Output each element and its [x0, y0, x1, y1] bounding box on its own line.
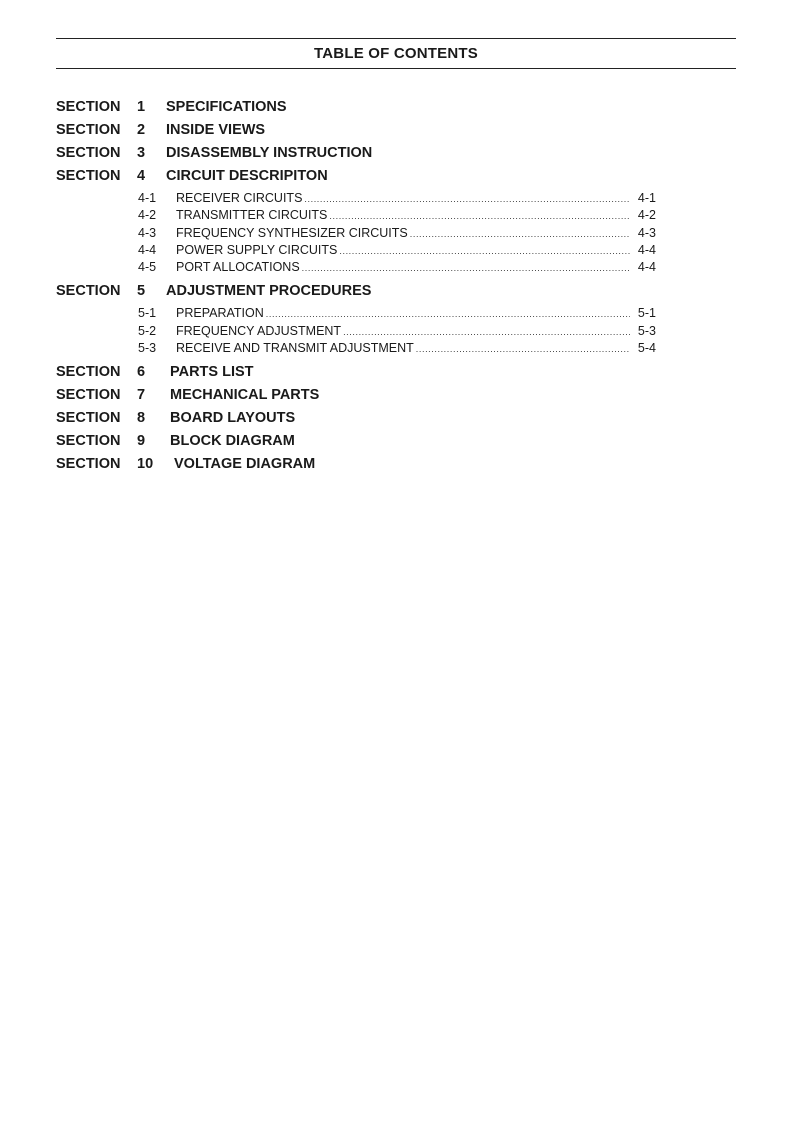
section-number: 1	[137, 99, 146, 115]
section-label: SECTION	[56, 410, 121, 427]
toc-section-5[interactable]	[56, 283, 676, 306]
toc-subsection-4-3[interactable]	[56, 226, 656, 243]
section-number: 4	[137, 168, 146, 184]
section-label: SECTION	[56, 456, 121, 473]
section-number: 7	[137, 387, 146, 404]
toc-section-2[interactable]	[56, 122, 676, 145]
dot-leader	[266, 309, 630, 319]
subsection-number: 5-3	[138, 341, 157, 356]
toc-section-3[interactable]	[56, 145, 676, 168]
section-label: SECTION	[56, 99, 121, 115]
subsection-title: POWER SUPPLY CIRCUITS	[176, 242, 338, 257]
section-label: SECTION	[56, 433, 121, 450]
toc-section-10[interactable]	[56, 456, 676, 479]
section-label: SECTION	[56, 283, 121, 300]
toc-subsection-5-2[interactable]	[56, 324, 656, 341]
section-label: SECTION	[56, 364, 121, 381]
toc-section-9[interactable]	[56, 433, 676, 456]
section-number: 2	[137, 122, 146, 138]
subsection-page: 4-1	[637, 191, 656, 205]
subsection-page: 5-4	[637, 341, 656, 356]
toc-section-7[interactable]	[56, 387, 676, 410]
subsection-title: FREQUENCY ADJUSTMENT	[176, 323, 342, 338]
section-title: INSIDE VIEWS	[166, 122, 266, 138]
subsection-number: 4-5	[138, 260, 157, 275]
subsection-number: 4-1	[138, 191, 157, 205]
subsection-number: 5-1	[138, 306, 157, 321]
toc-section-8[interactable]	[56, 410, 676, 433]
table-of-contents	[56, 99, 676, 479]
subsection-title: RECEIVE AND TRANSMIT ADJUSTMENT	[176, 341, 414, 356]
subsection-title: PREPARATION	[176, 306, 264, 321]
section-title: BOARD LAYOUTS	[170, 410, 296, 427]
title-underline	[56, 68, 736, 69]
subsection-page: 4-3	[637, 225, 656, 240]
section-title: DISASSEMBLY INSTRUCTION	[166, 145, 373, 161]
toc-subsection-4-5[interactable]	[56, 260, 656, 277]
section-title: BLOCK DIAGRAM	[170, 433, 295, 450]
subsection-page: 4-2	[637, 208, 656, 223]
section-number: 10	[137, 456, 154, 473]
subsection-title: RECEIVER CIRCUITS	[176, 191, 303, 205]
subsection-page: 4-4	[637, 242, 656, 257]
section-number: 8	[137, 410, 146, 427]
page-title: TABLE OF CONTENTS	[314, 45, 478, 62]
section-number: 9	[137, 433, 146, 450]
toc-subsection-5-3[interactable]	[56, 341, 656, 358]
toc-section-6[interactable]	[56, 364, 676, 387]
subsection-title: TRANSMITTER CIRCUITS	[176, 208, 328, 223]
section-label: SECTION	[56, 387, 121, 404]
subsection-number: 4-4	[138, 242, 157, 257]
toc-section-4[interactable]	[56, 168, 676, 191]
section-title: VOLTAGE DIAGRAM	[174, 456, 316, 473]
subsection-number: 4-3	[138, 225, 157, 240]
section-title: CIRCUIT DESCRIPITON	[166, 168, 328, 184]
subsection-number: 5-2	[138, 323, 157, 338]
section-label: SECTION	[56, 122, 121, 138]
subsection-page: 4-4	[637, 260, 656, 275]
dot-leader	[339, 246, 630, 256]
toc-subsection-5-1[interactable]	[56, 306, 656, 323]
subsection-title: PORT ALLOCATIONS	[176, 260, 300, 275]
section-number: 5	[137, 283, 146, 300]
toc-subsection-4-4[interactable]	[56, 243, 656, 260]
subsection-number: 4-2	[138, 208, 157, 223]
subsection-title: FREQUENCY SYNTHESIZER CIRCUITS	[176, 225, 408, 240]
section-title: MECHANICAL PARTS	[170, 387, 320, 404]
toc-subsection-4-2[interactable]	[56, 208, 656, 225]
section-label: SECTION	[56, 145, 121, 161]
dot-leader	[329, 211, 630, 221]
dot-leader	[410, 229, 630, 239]
toc-subsection-4-1[interactable]	[56, 191, 656, 208]
toc-section-1[interactable]	[56, 99, 676, 122]
subsection-page: 5-3	[637, 323, 656, 338]
section-number: 6	[137, 364, 146, 381]
dot-leader	[302, 263, 630, 273]
section-label: SECTION	[56, 168, 121, 184]
section-title: PARTS LIST	[170, 364, 254, 381]
dot-leader	[343, 327, 630, 337]
section-title: ADJUSTMENT PROCEDURES	[166, 283, 372, 300]
subsection-page: 5-1	[637, 306, 656, 321]
section-title: SPECIFICATIONS	[166, 99, 287, 115]
top-rule	[56, 38, 736, 39]
section-number: 3	[137, 145, 146, 161]
dot-leader	[416, 344, 630, 354]
dot-leader	[304, 194, 630, 204]
